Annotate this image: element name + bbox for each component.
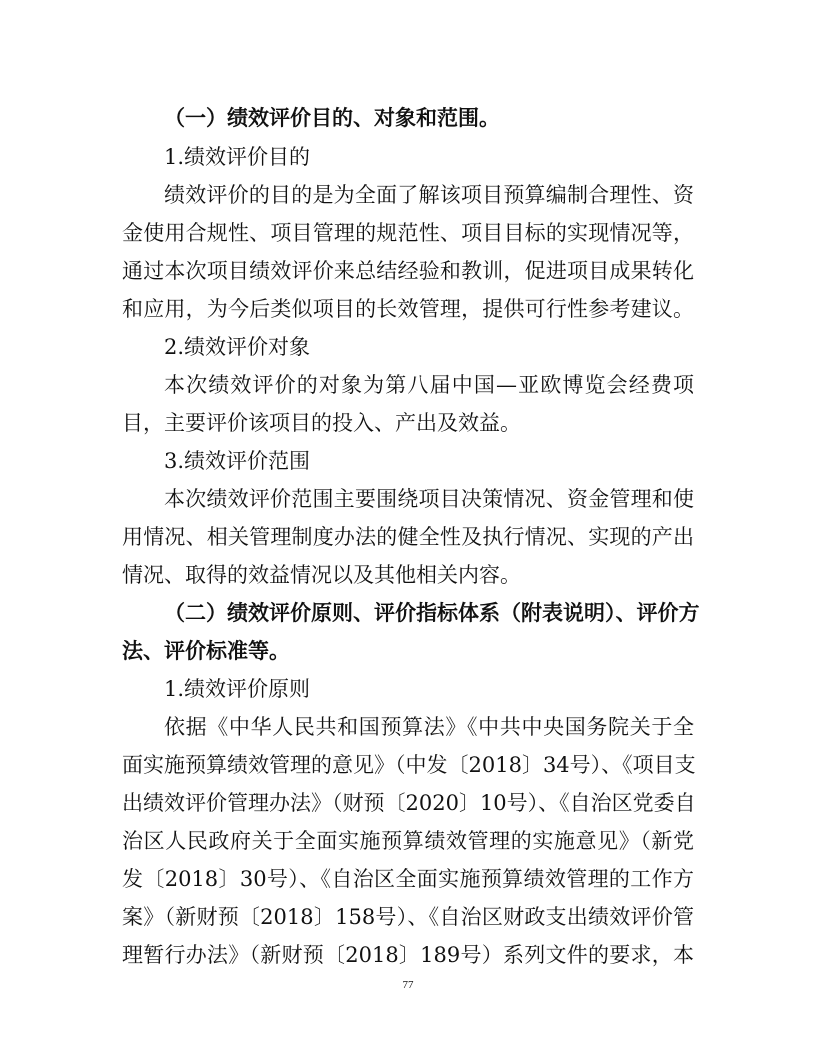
paragraph-line: 和应用，为今后类似项目的长效管理，提供可行性参考建议。: [122, 297, 694, 321]
subheading-object: 2.绩效评价对象: [164, 335, 311, 359]
paragraph-line: 情况、取得的效益情况以及其他相关内容。: [122, 563, 521, 587]
subheading-principle: 1.绩效评价原则: [164, 677, 311, 701]
subheading-scope: 3.绩效评价范围: [164, 449, 311, 473]
paragraph-line: 金使用合规性、项目管理的规范性、项目目标的实现情况等，: [122, 221, 694, 245]
paragraph-line: 发〔2018〕30号）、《自治区全面实施预算绩效管理的工作方: [122, 867, 694, 891]
paragraph-line: 理暂行办法》（新财预〔2018〕189号）系列文件的要求，本: [122, 943, 694, 967]
paragraph-line: 依据《中华人民共和国预算法》《中共中央国务院关于全: [164, 715, 694, 739]
paragraph-line: 出绩效评价管理办法》（财预〔2020〕10号）、《自治区党委自: [122, 791, 696, 815]
section-heading-2-cont: 法、评价标准等。: [122, 639, 290, 663]
paragraph-line: 通过本次项目绩效评价来总结经验和教训，促进项目成果转化: [122, 259, 694, 283]
page-number: 77: [402, 979, 414, 991]
paragraph-line: 目，主要评价该项目的投入、产出及效益。: [122, 411, 521, 435]
subheading-purpose: 1.绩效评价目的: [164, 145, 311, 169]
paragraph-line: 绩效评价的目的是为全面了解该项目预算编制合理性、资: [164, 183, 694, 207]
paragraph-line: 用情况、相关管理制度办法的健全性及执行情况、实现的产出: [122, 525, 694, 549]
paragraph-line: 本次绩效评价的对象为第八届中国—亚欧博览会经费项: [164, 373, 694, 397]
paragraph-line: 面实施预算绩效管理的意见》（中发〔2018〕34号）、《项目支: [122, 753, 696, 777]
paragraph-line: 治区人民政府关于全面实施预算绩效管理的实施意见》（新党: [122, 829, 694, 853]
section-heading-2: （二）绩效评价原则、评价指标体系（附表说明）、评价方: [164, 601, 700, 625]
paragraph-line: 案》（新财预〔2018〕158号）、《自治区财政支出绩效评价管: [122, 905, 694, 929]
paragraph-line: 本次绩效评价范围主要围绕项目决策情况、资金管理和使: [164, 487, 694, 511]
section-heading-1: （一）绩效评价目的、对象和范围。: [164, 106, 500, 130]
